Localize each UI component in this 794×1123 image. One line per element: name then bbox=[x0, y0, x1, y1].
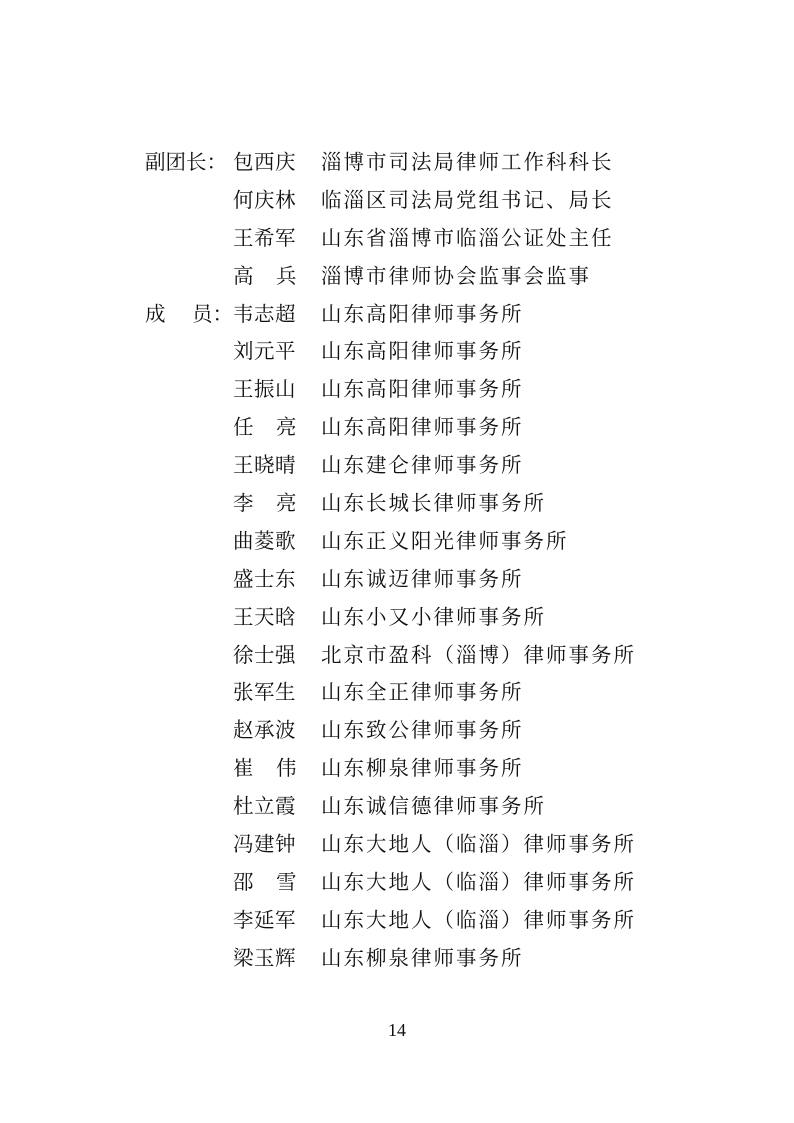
person-organization: 北京市盈科（淄博）律师事务所 bbox=[321, 642, 636, 667]
roster-row bbox=[145, 333, 705, 371]
person-organization: 山东省淄博市临淄公证处主任 bbox=[321, 225, 614, 250]
person-organization: 山东大地人（临淄）律师事务所 bbox=[321, 832, 636, 857]
person-name: 王天晗 bbox=[233, 604, 296, 629]
role-label-member: 成 员： bbox=[145, 301, 233, 326]
roster-row bbox=[145, 371, 705, 409]
person-organization: 山东正义阳光律师事务所 bbox=[321, 528, 569, 553]
roster-row bbox=[145, 599, 705, 637]
person-name: 李延军 bbox=[233, 907, 296, 932]
person-name: 何庆林 bbox=[233, 187, 296, 212]
roster-row bbox=[145, 258, 705, 296]
roster-row bbox=[145, 561, 705, 599]
person-name: 赵承波 bbox=[233, 718, 296, 743]
person-name: 李 亮 bbox=[233, 491, 297, 516]
person-organization: 山东全正律师事务所 bbox=[321, 680, 524, 705]
person-name: 盛士东 bbox=[233, 566, 296, 591]
roster-row bbox=[145, 902, 705, 940]
roster-row-vice-head-1 bbox=[145, 144, 705, 182]
person-organization: 山东高阳律师事务所 bbox=[321, 415, 524, 440]
roster-row bbox=[145, 674, 705, 712]
person-name: 王晓晴 bbox=[233, 453, 296, 478]
person-organization: 山东诚迈律师事务所 bbox=[321, 566, 524, 591]
person-name: 冯建钟 bbox=[233, 832, 296, 857]
roster-row bbox=[145, 182, 705, 220]
person-name: 王希军 bbox=[233, 225, 296, 250]
roster-row bbox=[145, 523, 705, 561]
person-name: 王振山 bbox=[233, 377, 296, 402]
roster-row bbox=[145, 220, 705, 258]
roster-row bbox=[145, 750, 705, 788]
roster-row bbox=[145, 447, 705, 485]
roster-row bbox=[145, 940, 705, 978]
person-organization: 山东大地人（临淄）律师事务所 bbox=[321, 869, 636, 894]
role-label-vice-head: 副团长： bbox=[145, 150, 227, 174]
person-name: 梁玉辉 bbox=[233, 945, 296, 970]
roster-row bbox=[145, 485, 705, 523]
roster-row bbox=[145, 826, 705, 864]
person-name: 曲菱歌 bbox=[233, 528, 296, 553]
person-organization: 山东长城长律师事务所 bbox=[321, 491, 546, 516]
person-organization: 淄博市司法局律师工作科科长 bbox=[321, 150, 614, 174]
person-organization: 山东柳泉律师事务所 bbox=[321, 756, 524, 781]
person-organization: 山东高阳律师事务所 bbox=[321, 339, 524, 364]
person-organization: 山东诚信德律师事务所 bbox=[321, 794, 546, 819]
roster-row bbox=[145, 637, 705, 675]
person-name: 崔 伟 bbox=[233, 756, 297, 781]
person-name: 高 兵 bbox=[233, 263, 297, 288]
roster-row bbox=[145, 788, 705, 826]
person-organization: 山东柳泉律师事务所 bbox=[321, 945, 524, 970]
person-name: 邵 雪 bbox=[233, 869, 297, 894]
person-organization: 临淄区司法局党组书记、局长 bbox=[321, 187, 614, 212]
person-organization: 山东大地人（临淄）律师事务所 bbox=[321, 907, 636, 932]
person-name: 张军生 bbox=[233, 680, 296, 705]
person-organization: 山东致公律师事务所 bbox=[321, 718, 524, 743]
person-name: 刘元平 bbox=[233, 339, 296, 364]
person-organization: 山东建仑律师事务所 bbox=[321, 453, 524, 478]
person-organization: 淄博市律师协会监事会监事 bbox=[321, 263, 591, 288]
roster-row-member-1 bbox=[145, 296, 705, 334]
roster-row bbox=[145, 712, 705, 750]
roster-list bbox=[145, 144, 705, 978]
person-organization: 山东高阳律师事务所 bbox=[321, 301, 524, 326]
person-name: 任 亮 bbox=[233, 415, 297, 440]
page-number: 14 bbox=[388, 1020, 406, 1040]
roster-row bbox=[145, 864, 705, 902]
person-name: 杜立霞 bbox=[233, 794, 296, 819]
person-name: 包西庆 bbox=[233, 150, 296, 174]
person-organization: 山东小又小律师事务所 bbox=[321, 604, 546, 629]
person-name: 韦志超 bbox=[233, 301, 296, 326]
person-name: 徐士强 bbox=[233, 642, 296, 667]
person-organization: 山东高阳律师事务所 bbox=[321, 377, 524, 402]
roster-row bbox=[145, 409, 705, 447]
